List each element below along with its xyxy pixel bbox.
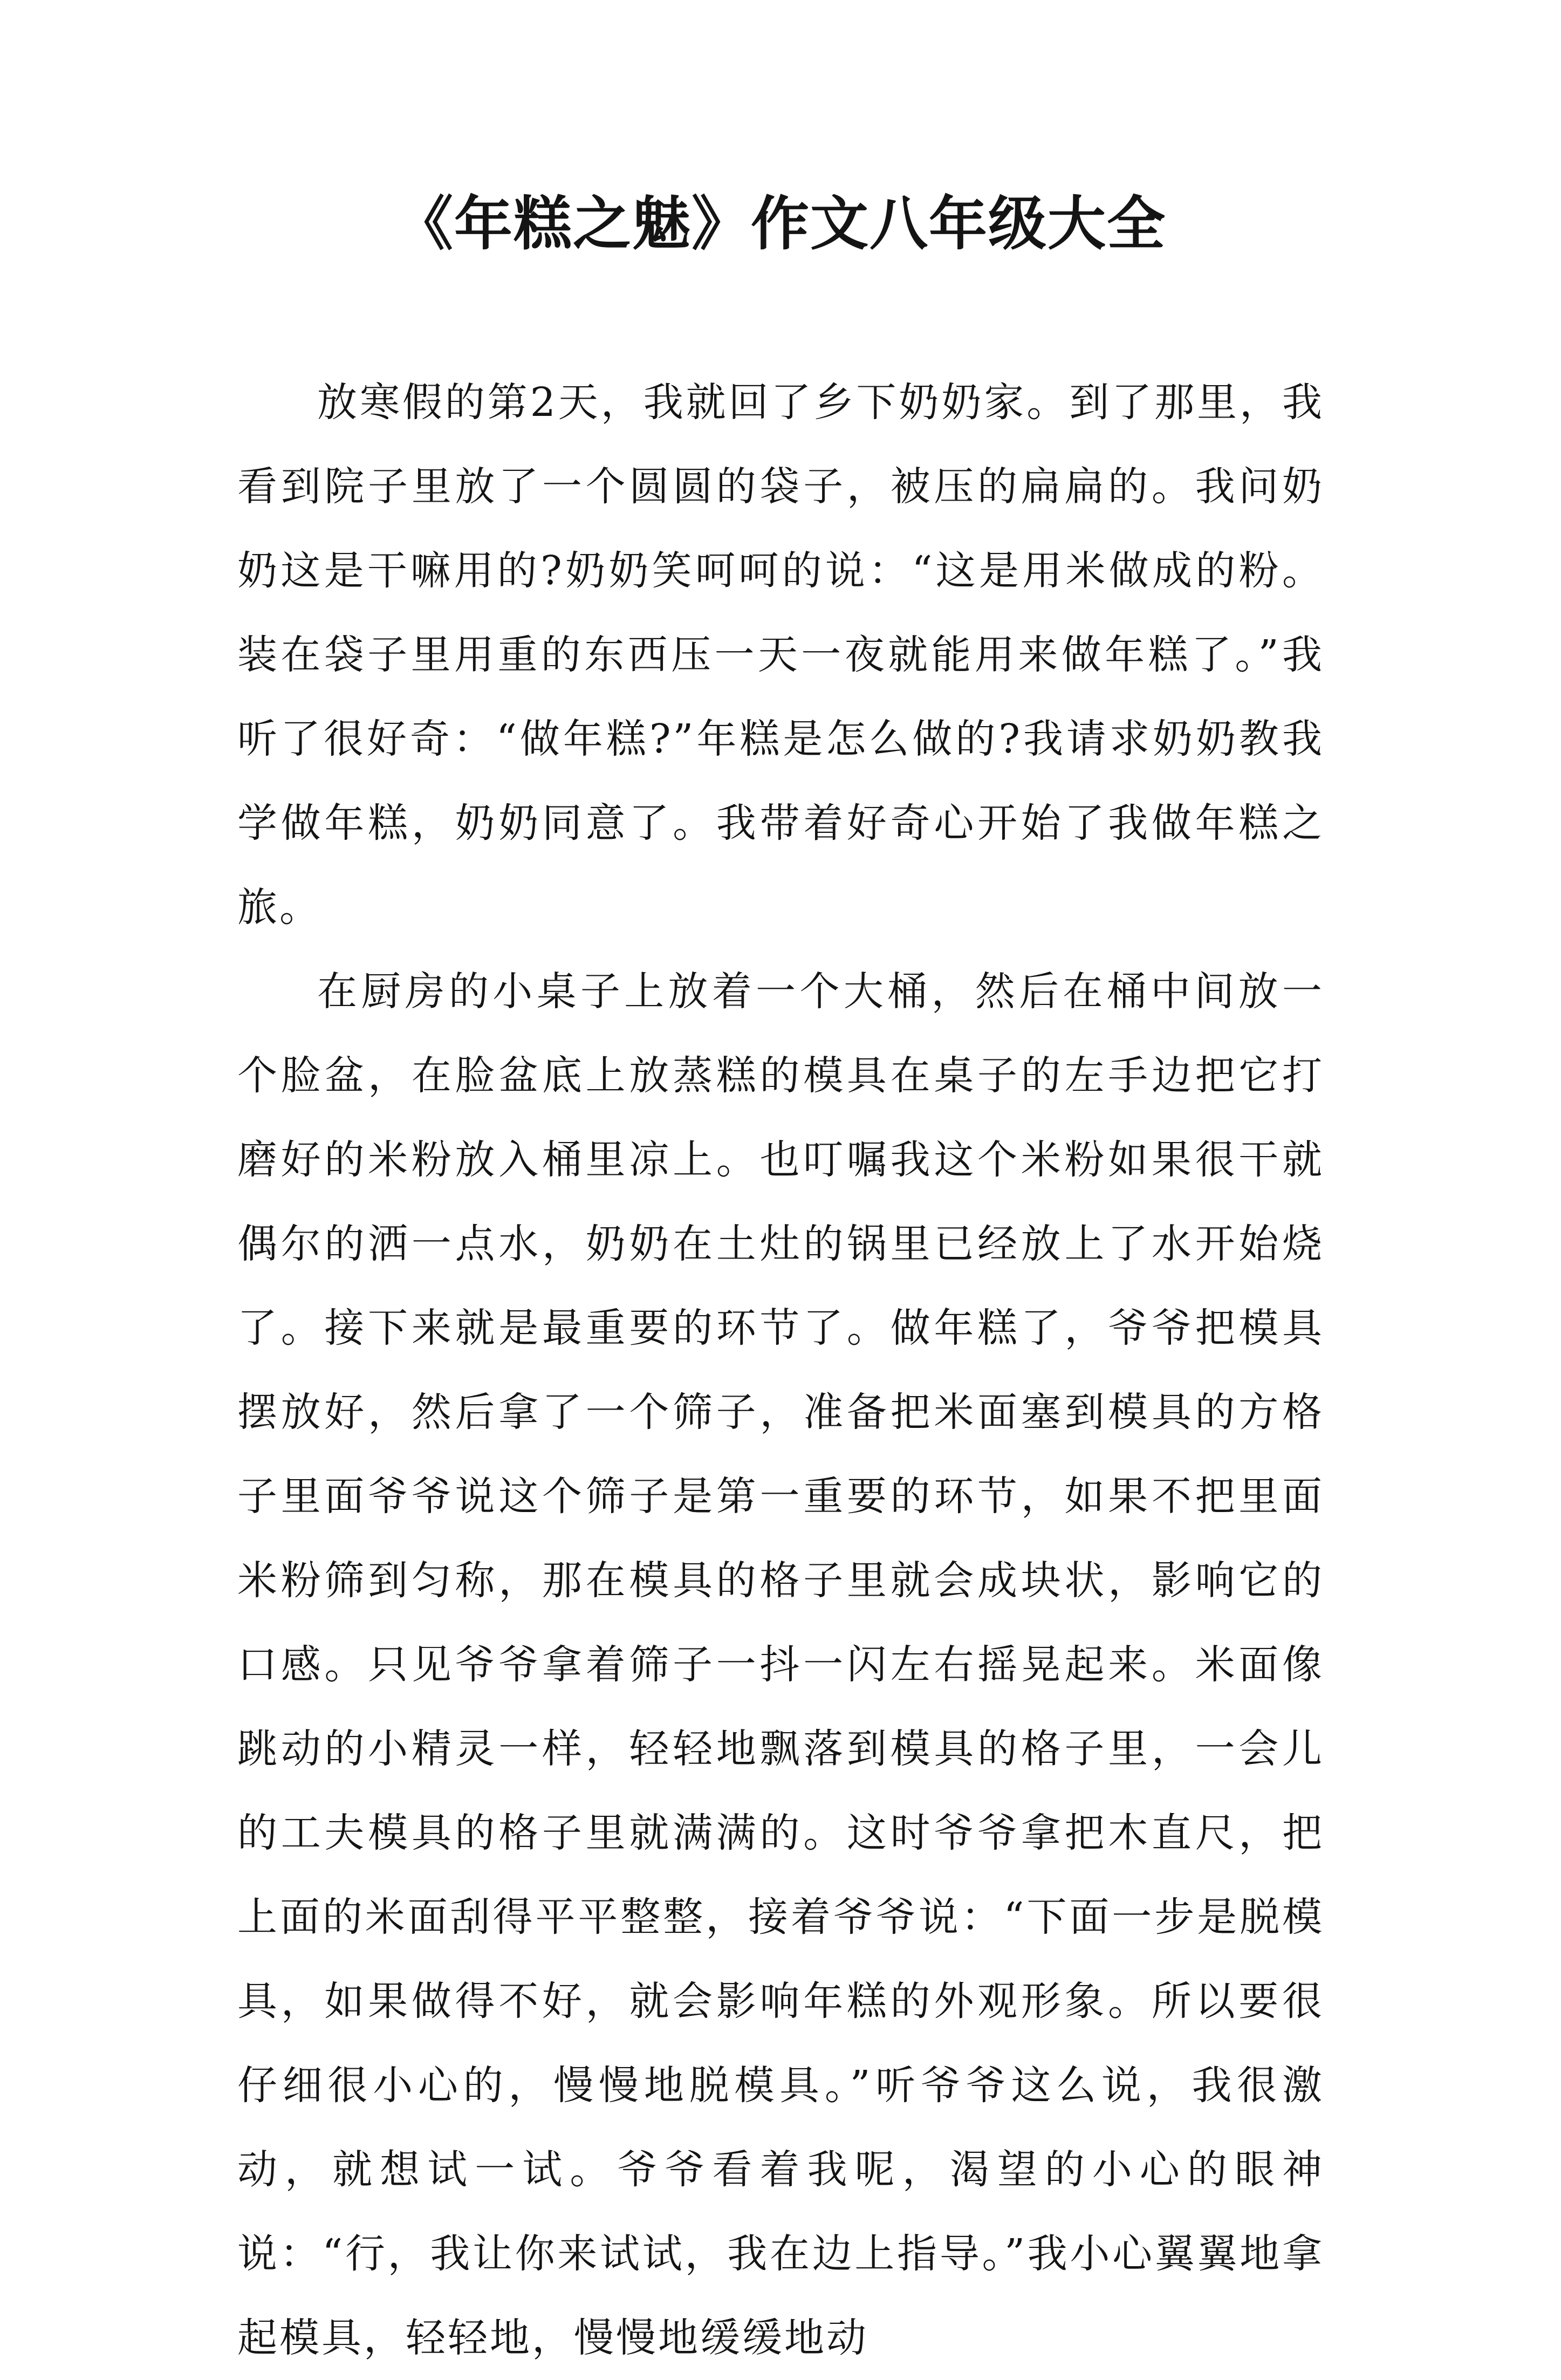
document-title: 《年糕之魅》作文八年级大全: [394, 190, 1166, 258]
document-body: [237, 360, 1324, 2380]
paragraph: 在厨房的小桌子上放着一个大桶，然后在桶中间放一个脸盆，在脸盆底上放蒸糕的模具在桌子的左手边把它打磨好的米粉放入桶里凉上。也叮嘱我这个米粉如果很干就偶尔的洒一点水，奶奶在土灶的锅里已经放上了水开始烧了。接下来就是最重要的环节了。做年糕了，爷爷把模具摆放好，然后拿了一个筛子，准备把米面塞到模具的方格子里面爷爷说这个筛子是第一重要的环节，如果不把里面米粉筛到匀称，那在模具的格子里就会成块状，影响它的口感。只见爷爷拿着筛子一抖一闪左右摇晃起来。米面像跳动的小精灵一样，轻轻地飘落到模具的格子里，一会儿的工夫模具的格子里就满满的。这时爷爷拿把木直尺，把上面的米面刮得平平整整，接着爷爷说：“下面一步是脱模具，如果做得不好，就会影响年糕的外观形象。所以要很仔细很小心的，慢慢地脱模具。”听爷爷这么说，我很激动，就想试一试。爷爷看着我呢，渴望的小心的眼神说：“行，我让你来试试，我在边上指导。”我小心翼翼地拿起模具，轻轻地，慢慢地缓缓地动: [237, 968, 1324, 2361]
paragraph: 放寒假的第2天，我就回了乡下奶奶家。到了那里，我看到院子里放了一个圆圆的袋子，被压的扁扁的。我问奶奶这是干嘛用的?奶奶笑呵呵的说：“这是用米做成的粉。装在袋子里用重的东西压一天一夜就能用来做年糕了。”我听了很好奇：“做年糕?”年糕是怎么做的?我请求奶奶教我学做年糕，奶奶同意了。我带着好奇心开始了我做年糕之旅。: [237, 379, 1324, 931]
